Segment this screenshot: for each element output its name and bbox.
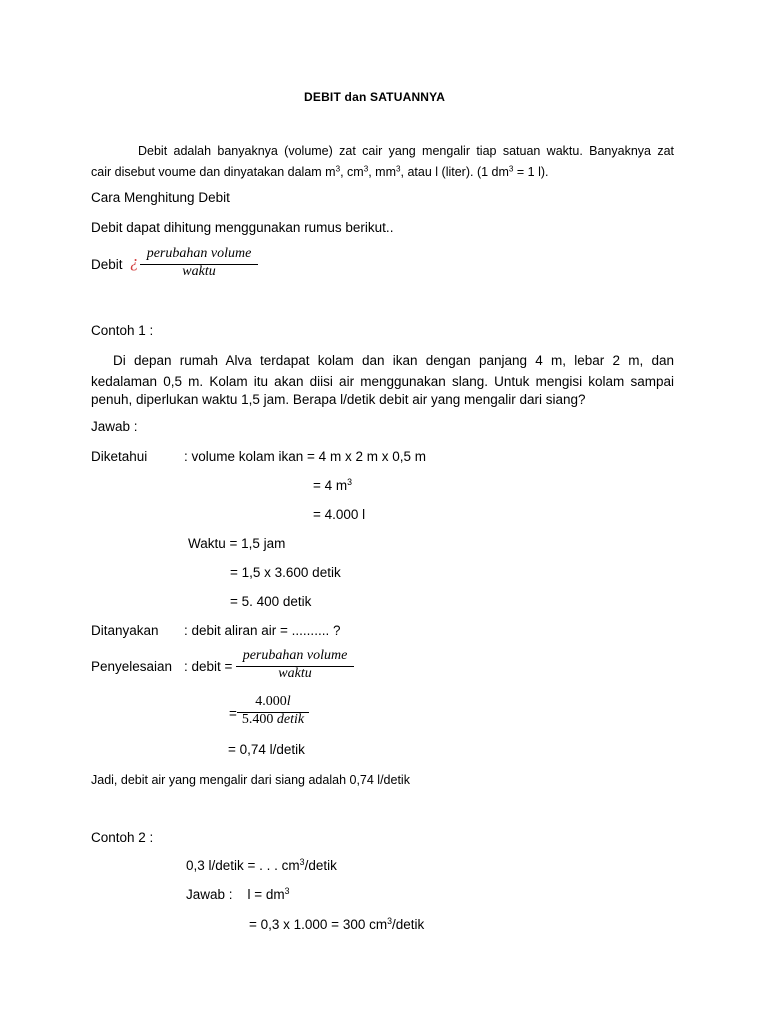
formula-numerator: perubahan volume xyxy=(146,246,252,261)
equals-sign: = xyxy=(229,706,237,721)
contoh2-result: = 0,3 x 1.000 = 300 $cm^3$/detik xyxy=(249,916,425,932)
contoh2-question: 0,3 l/detik = . . . $cm^3$/detik xyxy=(186,857,337,873)
penyelesaian-fraction xyxy=(236,648,354,684)
contoh1-heading: Contoh 1 : xyxy=(91,323,154,338)
diketahui-value-1: : volume kolam ikan = 4 m x 2 m x 0,5 m xyxy=(184,449,426,464)
calculation-numerator: 4.000l xyxy=(255,694,291,709)
formula-symbol: ¿ xyxy=(130,252,139,271)
ditanyakan-value: : debit aliran air = .......... ? xyxy=(184,623,341,638)
waktu-line-1: Waktu = 1,5 jam xyxy=(188,536,286,551)
contoh2-jawab: Jawab : $l = dm^3$ xyxy=(186,886,290,902)
calculation-denominator: 5.400 detik xyxy=(241,712,305,727)
penyelesaian-denominator: waktu xyxy=(278,666,312,681)
formula-fraction xyxy=(140,246,258,282)
contoh1-problem-line-1: Di depan rumah Alva terdapat kolam dan ikan dengan panjang 4 m, lebar 2 m, dan xyxy=(113,353,674,368)
diketahui-value-3: = 4.000 l xyxy=(313,507,366,522)
penyelesaian-numerator: perubahan volume xyxy=(242,648,348,663)
contoh1-problem-line-2: kedalaman 0,5 m. Kolam itu akan diisi air menggunakan slang. Untuk mengisi kolam sampai xyxy=(91,374,674,389)
penyelesaian-label: Penyelesaian xyxy=(91,659,173,674)
intro-line-2: cair disebut voume dan dinyatakan dalam $m^3$, $cm^3$, $mm^3$, atau l (liter). (1 $dm^3 = 1$ l). xyxy=(91,164,549,179)
contoh1-problem-line-3: penuh, diperlukan waktu 1,5 jam. Berapa l/detik debit air yang mengalir dari siang? xyxy=(91,392,586,407)
cara-heading: Cara Menghitung Debit xyxy=(91,190,230,205)
result-line: = 0,74 l/detik xyxy=(228,742,305,757)
waktu-line-3: = 5. 400 detik xyxy=(230,594,312,609)
formula-label: Debit xyxy=(91,257,123,272)
contoh2-heading: Contoh 2 : xyxy=(91,830,154,845)
rumus-intro: Debit dapat dihitung menggunakan rumus berikut.. xyxy=(91,220,394,235)
intro-line-1: Debit adalah banyaknya (volume) zat cair yang mengalir tiap satuan waktu. Banyaknya zat xyxy=(138,144,674,158)
conclusion-line: Jadi, debit air yang mengalir dari siang adalah 0,74 l/detik xyxy=(91,773,410,787)
formula-denominator: waktu xyxy=(182,264,216,279)
jawab-label: Jawab : xyxy=(91,419,138,434)
diketahui-value-2: = 4 $m^3$ xyxy=(313,477,353,493)
diketahui-label: Diketahui xyxy=(91,449,148,464)
ditanyakan-label: Ditanyakan xyxy=(91,623,159,638)
waktu-line-2: = 1,5 x 3.600 detik xyxy=(230,565,341,580)
page-title: DEBIT dan SATUANNYA xyxy=(304,90,446,104)
penyelesaian-prefix: : debit = xyxy=(184,659,233,674)
calculation-fraction xyxy=(237,694,309,730)
